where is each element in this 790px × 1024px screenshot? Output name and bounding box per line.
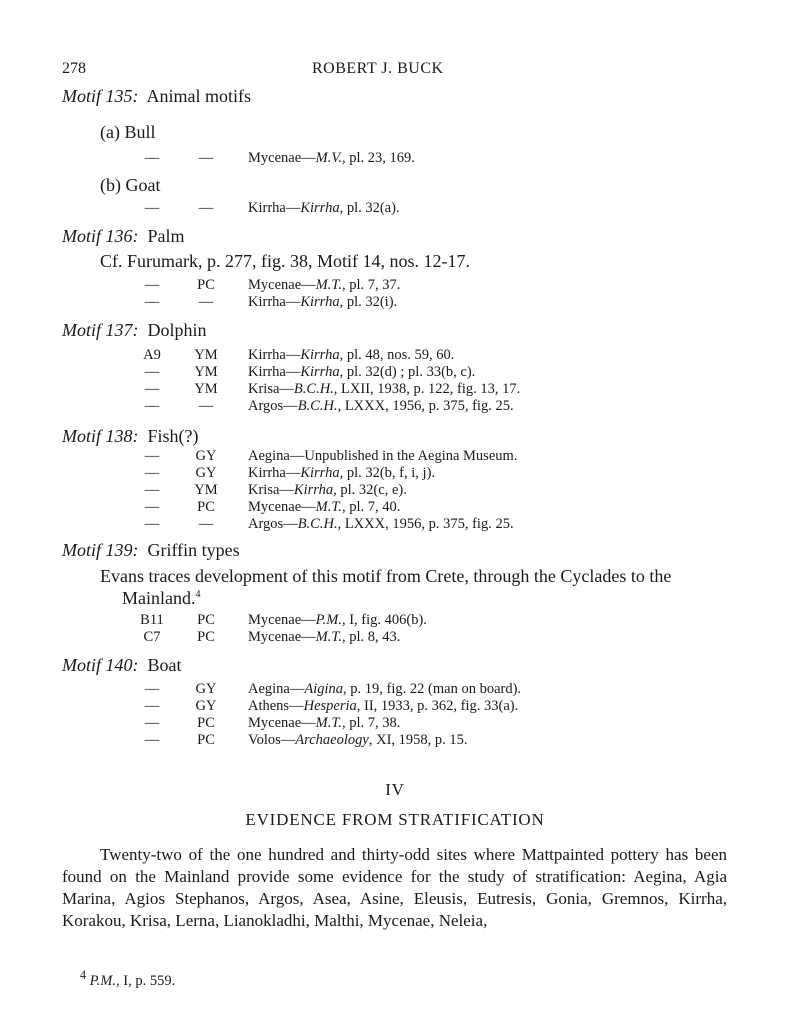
motif-label: Motif 136: — [62, 226, 139, 246]
citation-detail: , p. 19, fig. 22 (man on board). — [343, 681, 522, 697]
style-code: — — [144, 200, 160, 216]
style-code: — — [144, 465, 160, 481]
citation-source: M.T. — [315, 277, 342, 293]
citation-site: Volos— — [248, 732, 296, 748]
citation-source: B.C.H. — [293, 381, 334, 397]
ware-code: — — [198, 200, 214, 216]
motif-heading — [62, 226, 185, 247]
citation-site: Mycenae— — [248, 499, 316, 515]
style-code: — — [144, 448, 160, 464]
citation-site: Argos— — [248, 398, 298, 414]
ware-code: YM — [194, 482, 218, 498]
ware-code: GY — [195, 448, 217, 464]
paragraph-text: Twenty-two of the one hundred and thirty-odd sites where Mattpainted pottery has been found on the Mainland provide some evidence for the study of stratification: Aegina, Agia Marina, Agios Stephanos, Argos, Asea, Asine, Eleusis, Eutresis, Gonia, Gremnos, Kirrha, Korakou, Krisa, Lerna, Lianokladhi, Malthi, Mycenae, Neleia, — [62, 845, 727, 930]
ware-code: — — [198, 150, 214, 166]
subtype-heading: (b) Goat — [100, 175, 161, 195]
citation-source: Kirrha — [300, 294, 340, 310]
ware-code: PC — [197, 715, 215, 731]
ware-code: — — [198, 398, 214, 414]
ware-code: GY — [195, 465, 217, 481]
motif-label: Motif 140: — [62, 655, 139, 675]
citation-site: Athens— — [248, 698, 304, 714]
citation-detail: , pl. 7, 37. — [341, 277, 401, 293]
ware-code: PC — [197, 612, 215, 628]
ware-code: PC — [197, 732, 215, 748]
citation — [248, 277, 400, 294]
citation — [248, 482, 407, 499]
section-number: IV — [385, 780, 405, 799]
motif-title: Dolphin — [147, 320, 207, 340]
ware-code: PC — [197, 629, 215, 645]
citation-detail: , pl. 48, nos. 59, 60. — [339, 347, 455, 363]
motif-heading — [62, 540, 240, 561]
ware-code: — — [198, 294, 214, 310]
ware-code: PC — [197, 499, 215, 515]
citation-source: Kirrha — [293, 482, 334, 498]
footnote — [80, 968, 175, 990]
citation — [248, 698, 518, 715]
citation — [248, 200, 400, 217]
citation-site: Mycenae— — [248, 629, 316, 645]
motif-note: Cf. Furumark, p. 277, fig. 38, Motif 14, nos. 12-17. — [100, 251, 470, 271]
citation-detail: , pl. 32(d) ; pl. 33(b, c). — [339, 364, 476, 380]
ware-code: YM — [194, 364, 218, 380]
citation-detail: , pl. 32(a). — [339, 200, 400, 216]
motif-label: Motif 139: — [62, 540, 139, 560]
motif-note-cont — [122, 588, 201, 609]
citation-site: Kirrha— — [248, 200, 301, 216]
style-code: A9 — [143, 347, 161, 363]
style-code: C7 — [143, 629, 161, 645]
citation-site: Aegina—Unpublished in the Aegina Museum. — [248, 448, 518, 464]
citation — [248, 516, 514, 533]
subtype-heading: (a) Bull — [100, 122, 156, 142]
footnote-ref: P.M. — [89, 972, 116, 989]
ware-code: YM — [194, 347, 218, 363]
footnote-mark: 4 — [195, 589, 201, 600]
citation — [248, 715, 400, 732]
style-code: — — [144, 398, 160, 414]
motif-heading — [62, 86, 251, 107]
style-code: — — [144, 681, 160, 697]
style-code: — — [144, 499, 160, 515]
motif-title: Palm — [147, 226, 185, 246]
citation-source: Archaeology — [295, 732, 369, 748]
style-code: — — [144, 698, 160, 714]
citation-source: M.T. — [315, 629, 342, 645]
citation-site: Mycenae— — [248, 277, 316, 293]
citation — [248, 612, 427, 629]
citation-detail: , pl. 32(i). — [339, 294, 398, 310]
citation — [248, 448, 517, 465]
citation-source: B.C.H. — [297, 398, 338, 414]
citation-site: Kirrha— — [248, 465, 301, 481]
citation-detail: , I, fig. 406(b). — [341, 612, 427, 628]
citation — [248, 465, 435, 482]
citation-detail: , pl. 32(c, e). — [333, 482, 407, 498]
citation-detail: , II, 1933, p. 362, fig. 33(a). — [356, 698, 519, 714]
style-code: — — [144, 294, 160, 310]
citation-site: Kirrha— — [248, 294, 301, 310]
ware-code: GY — [195, 698, 217, 714]
citation-source: M.T. — [315, 499, 342, 515]
style-code: — — [144, 381, 160, 397]
citation-detail: , pl. 7, 38. — [341, 715, 401, 731]
motif-label: Motif 138: — [62, 426, 139, 446]
citation-site: Mycenae— — [248, 150, 316, 166]
motif-heading — [62, 320, 207, 341]
citation — [248, 629, 400, 646]
citation-detail: , LXII, 1938, p. 122, fig. 13, 17. — [333, 381, 521, 397]
citation-source: Aigina — [304, 681, 344, 697]
citation-site: Argos— — [248, 516, 298, 532]
ware-code: PC — [197, 277, 215, 293]
citation — [248, 150, 415, 167]
page-number: 278 — [62, 60, 86, 77]
citation — [248, 381, 520, 398]
ware-code: YM — [194, 381, 218, 397]
citation-source: M.V. — [315, 150, 342, 166]
citation-source: Hesperia — [303, 698, 357, 714]
style-code: — — [144, 364, 160, 380]
ware-code: — — [198, 516, 214, 532]
motif-label: Motif 137: — [62, 320, 139, 340]
body-paragraph — [62, 844, 727, 932]
citation — [248, 398, 514, 415]
motif-title: Griffin types — [147, 540, 240, 560]
ware-code: GY — [195, 681, 217, 697]
motif-title: Fish(?) — [147, 426, 199, 446]
citation-site: Krisa— — [248, 381, 294, 397]
style-code: — — [144, 482, 160, 498]
motif-note: Evans traces development of this motif from Crete, through the Cyclades to the — [100, 566, 672, 586]
citation-detail: , pl. 23, 169. — [341, 150, 415, 166]
citation-site: Krisa— — [248, 482, 294, 498]
citation-site: Mycenae— — [248, 715, 316, 731]
citation-source: Kirrha — [300, 200, 340, 216]
citation-source: M.T. — [315, 715, 342, 731]
citation-site: Mycenae— — [248, 612, 316, 628]
motif-heading — [62, 426, 199, 447]
citation-detail: , pl. 7, 40. — [341, 499, 401, 515]
citation — [248, 294, 397, 311]
citation-site: Kirrha— — [248, 364, 301, 380]
section-title: EVIDENCE FROM STRATIFICATION — [245, 810, 545, 829]
citation-detail: , pl. 32(b, f, i, j). — [339, 465, 436, 481]
motif-title: Animal motifs — [146, 86, 252, 106]
citation-detail: , pl. 8, 43. — [341, 629, 401, 645]
citation-detail: , LXXX, 1956, p. 375, fig. 25. — [337, 398, 514, 414]
citation-source: Kirrha — [300, 364, 340, 380]
citation — [248, 364, 475, 381]
running-head: ROBERT J. BUCK — [312, 60, 444, 77]
citation — [248, 499, 400, 516]
citation — [248, 732, 468, 749]
motif-title: Boat — [147, 655, 182, 675]
citation — [248, 681, 521, 698]
style-code: — — [144, 516, 160, 532]
style-code: — — [144, 732, 160, 748]
footnote-mark: 4 — [80, 968, 87, 982]
motif-heading — [62, 655, 182, 676]
note-text: Mainland. — [122, 588, 196, 608]
footnote-text: , I, p. 559. — [116, 972, 176, 989]
citation-source: B.C.H. — [297, 516, 338, 532]
style-code: — — [144, 715, 160, 731]
citation-source: Kirrha — [300, 347, 340, 363]
style-code: — — [144, 150, 160, 166]
citation — [248, 347, 454, 364]
citation-detail: , LXXX, 1956, p. 375, fig. 25. — [337, 516, 514, 532]
citation-source: P.M. — [315, 612, 342, 628]
citation-detail: , XI, 1958, p. 15. — [368, 732, 468, 748]
citation-site: Aegina— — [248, 681, 305, 697]
style-code: — — [144, 277, 160, 293]
citation-source: Kirrha — [300, 465, 340, 481]
style-code: B11 — [140, 612, 164, 628]
motif-label: Motif 135: — [62, 86, 139, 106]
citation-site: Kirrha— — [248, 347, 301, 363]
